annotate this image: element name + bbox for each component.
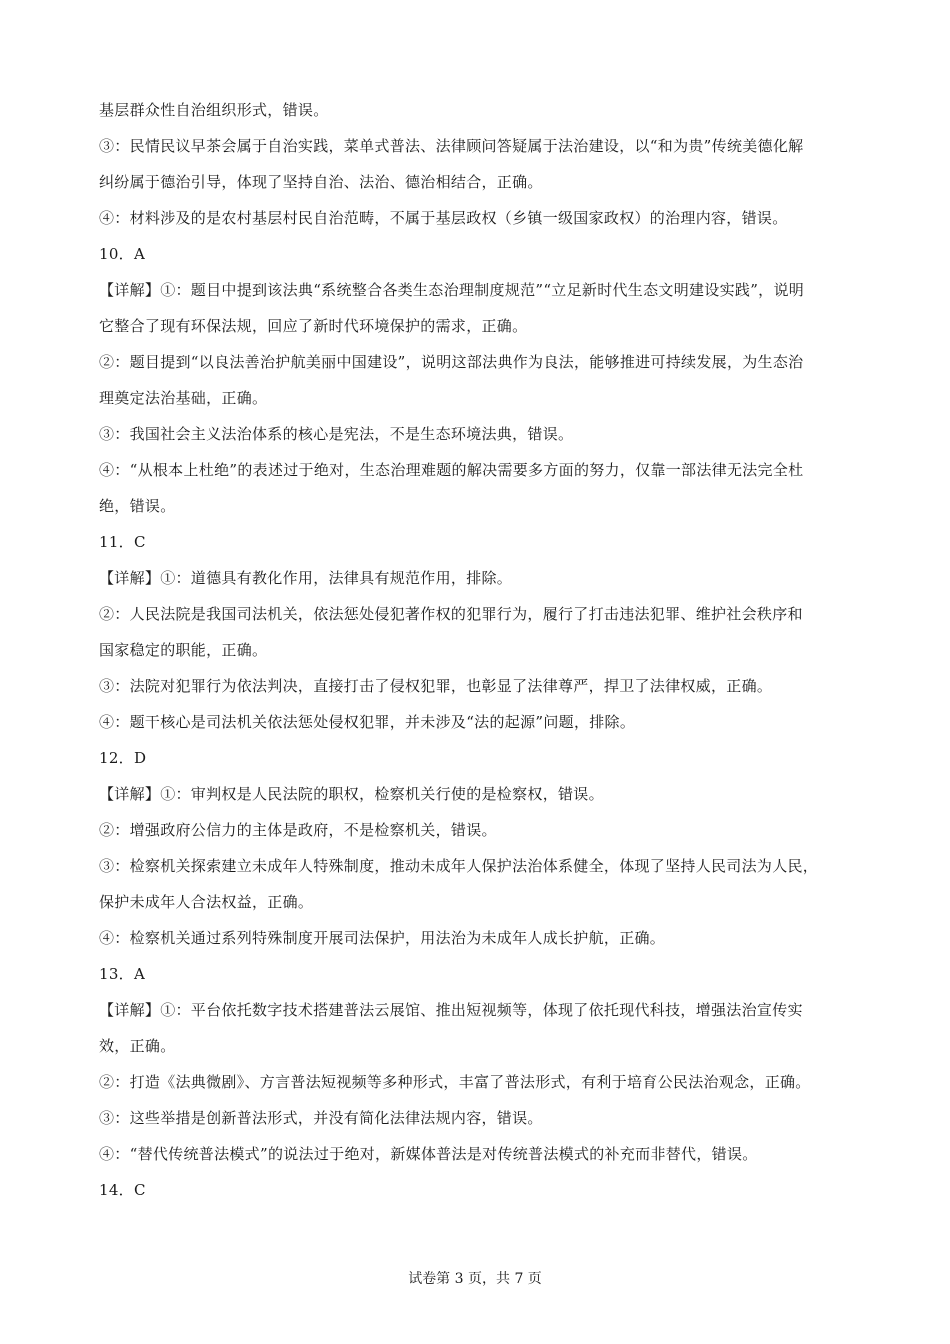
text-line: 保护未成年人合法权益，正确。	[99, 893, 314, 911]
text-line: 纠纷属于德治引导，体现了坚持自治、法治、德治相结合，正确。	[99, 173, 543, 191]
text-line: 绝，错误。	[99, 497, 176, 515]
text-line: 【详解】①：题目中提到该法典“系统整合各类生态治理制度规范”“立足新时代生态文明建设实践”，说明	[99, 281, 805, 299]
text-line: ②：题目提到“以良法善治护航美丽中国建设”，说明这部法典作为良法，能够推进可持续发展，为生态治	[99, 353, 804, 371]
text-line: 理奠定法治基础，正确。	[99, 389, 268, 407]
text-line: ④：材料涉及的是农村基层村民自治范畴，不属于基层政权（乡镇一级国家政权）的治理内容，错误。	[99, 209, 788, 227]
text-line: ④：题干核心是司法机关依法惩处侵权犯罪，并未涉及“法的起源”问题，排除。	[99, 713, 636, 731]
text-line: ③：我国社会主义法治体系的核心是宪法，不是生态环境法典，错误。	[99, 425, 574, 443]
question-number: 14．C	[99, 1181, 146, 1199]
text-line: ②：人民法院是我国司法机关，依法惩处侵犯著作权的犯罪行为，履行了打击违法犯罪、维护社会秩序和	[99, 605, 803, 623]
text-line: ②：打造《法典微剧》、方言普法短视频等多种形式，丰富了普法形式，有利于培育公民法治观念，正确。	[99, 1073, 811, 1091]
text-line: 它整合了现有环保法规，回应了新时代环境保护的需求，正确。	[99, 317, 528, 335]
text-line: 【详解】①：平台依托数字技术搭建普法云展馆、推出短视频等，体现了依托现代科技，增强法治宣传实	[99, 1001, 803, 1019]
text-line: ④：“从根本上杜绝”的表述过于绝对，生态治理难题的解决需要多方面的努力，仅靠一部法律无法完全杜	[99, 461, 804, 479]
text-line: ③：检察机关探索建立未成年人特殊制度，推动未成年人保护法治体系健全，体现了坚持人民司法为人民，	[99, 857, 819, 875]
text-line: 【详解】①：审判权是人民法院的职权，检察机关行使的是检察权，错误。	[99, 785, 604, 803]
text-line: ②：增强政府公信力的主体是政府，不是检察机关，错误。	[99, 821, 497, 839]
text-line: 国家稳定的职能，正确。	[99, 641, 268, 659]
question-number: 11．C	[99, 533, 146, 551]
text-line: ④：“替代传统普法模式”的说法过于绝对，新媒体普法是对传统普法模式的补充而非替代，错误。	[99, 1145, 758, 1163]
question-number: 12．D	[99, 749, 147, 767]
text-line: ③：这些举措是创新普法形式，并没有简化法律法规内容，错误。	[99, 1109, 543, 1127]
text-line: 【详解】①：道德具有教化作用，法律具有规范作用，排除。	[99, 569, 513, 587]
text-line: ③：法院对犯罪行为依法判决，直接打击了侵权犯罪，也彰显了法律尊严，捍卫了法律权威，正确。	[99, 677, 773, 695]
text-line: ④：检察机关通过系列特殊制度开展司法保护，用法治为未成年人成长护航，正确。	[99, 929, 666, 947]
question-number: 10．A	[99, 245, 146, 263]
text-line: 效，正确。	[99, 1037, 176, 1055]
question-number: 13．A	[99, 965, 146, 983]
page-footer: 试卷第 3 页，共 7 页	[408, 1271, 542, 1287]
text-line: 基层群众性自治组织形式，错误。	[99, 101, 329, 119]
text-line: ③：民情民议早茶会属于自治实践，菜单式普法、法律顾问答疑属于法治建设，以“和为贵”传统美德化解	[99, 137, 804, 155]
